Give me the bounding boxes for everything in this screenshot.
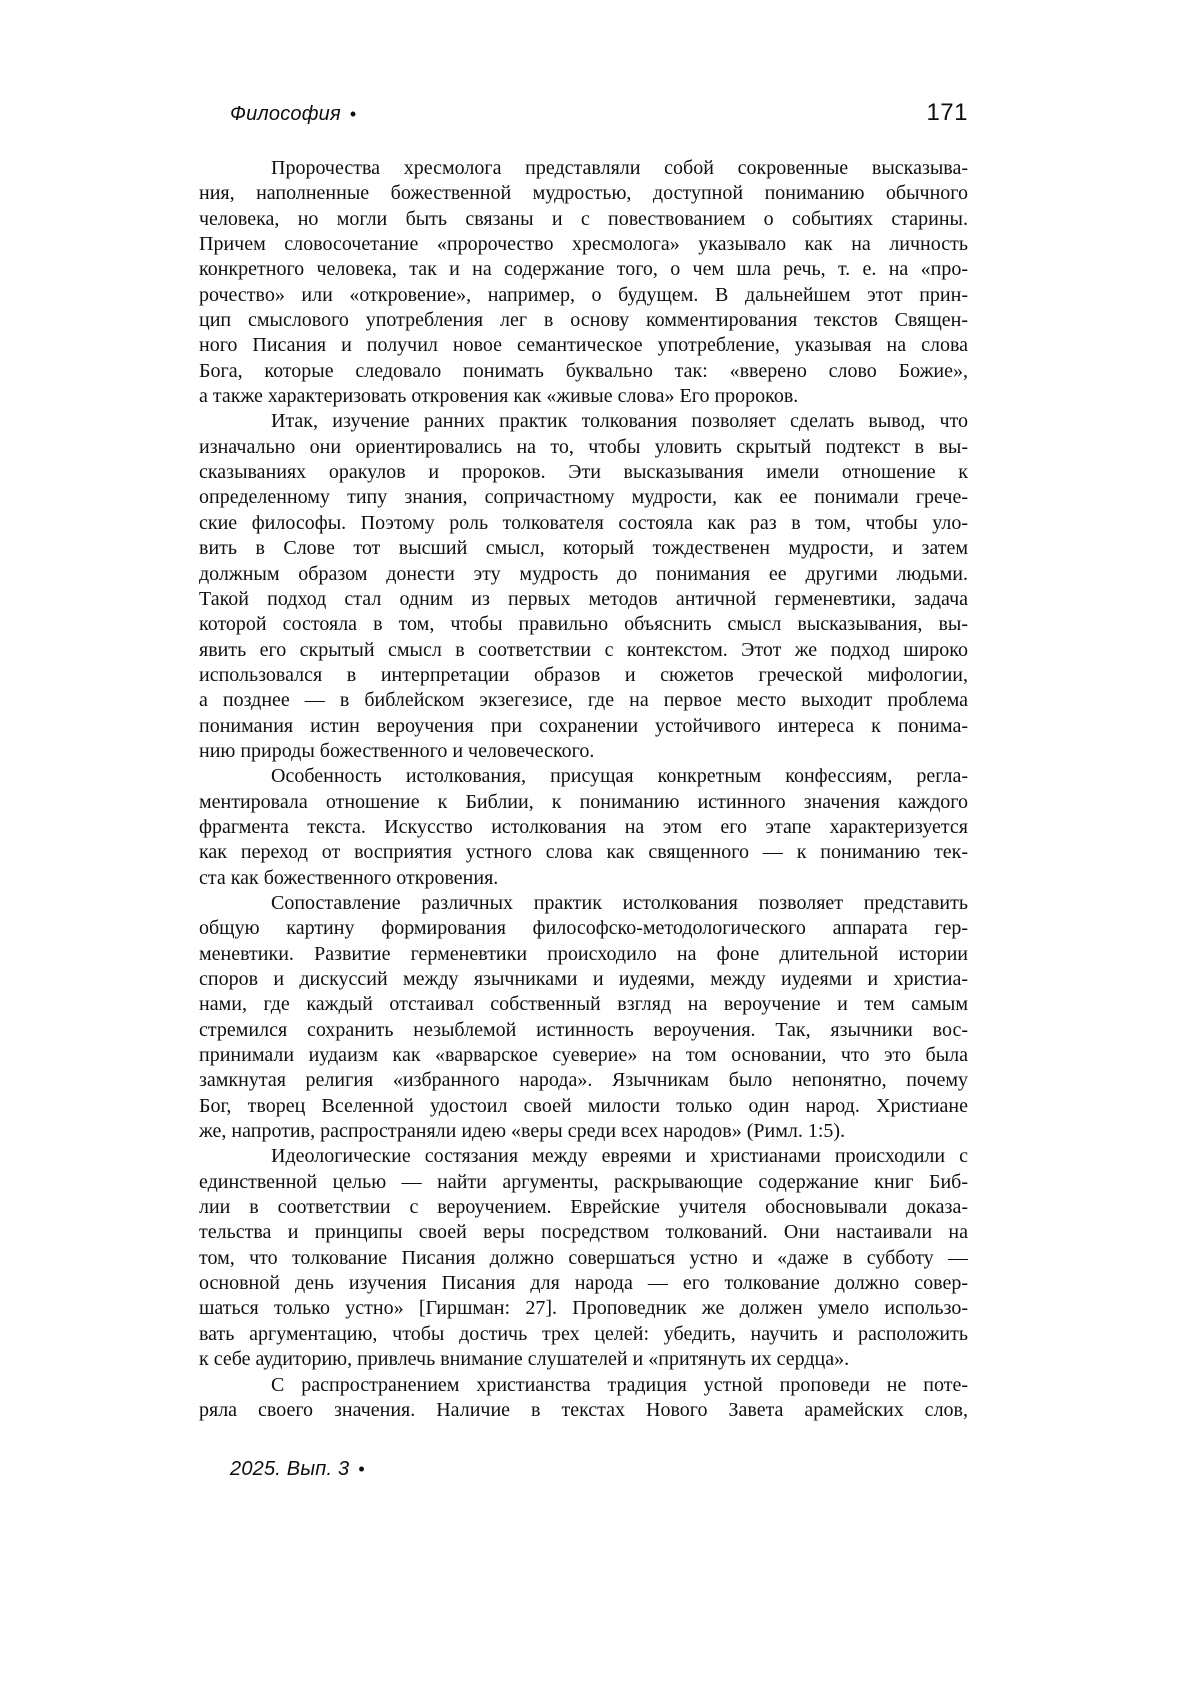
text-line: нами, где каждый отстаивал собственный взгляд на вероучение и тем самым (199, 993, 968, 1016)
text-line: Бога, которые следовало понимать буквально так: «вверено слово Божие», (199, 359, 968, 382)
text-line: как переход от восприятия устного слова как священного — к пониманию тек- (199, 841, 968, 864)
text-line: понимания истин вероучения при сохранении устойчивого интереса к понима- (199, 714, 968, 737)
text-line: Сопоставление различных практик истолкования позволяет представить (271, 891, 968, 914)
text-line: Итак, изучение ранних практик толкования позволяет сделать вывод, что (271, 410, 968, 433)
text-line: единственной целью — найти аргументы, раскрывающие содержание книг Биб- (199, 1170, 968, 1193)
text-line: Такой подход стал одним из первых методов античной герменевтики, задача (199, 587, 968, 610)
text-line: изначально они ориентировались на то, чтобы уловить скрытый подтекст в вы- (199, 435, 968, 458)
text-line: том, что толкование Писания должно совершаться устно и «даже в субботу — (199, 1246, 968, 1269)
text-line: ментировала отношение к Библии, к пониманию истинного значения каждого (199, 790, 968, 813)
text-line: шаться только устно» [Гиршман: 27]. Проповедник же должен умело использо- (199, 1297, 968, 1320)
running-head (230, 103, 356, 126)
text-line: а также характеризовать откровения как «живые слова» Его пророков. (199, 385, 799, 408)
bullet-icon: • (358, 1459, 365, 1479)
text-line: тельства и принципы своей веры посредством толкований. Они настаивали на (199, 1221, 968, 1244)
text-line: принимали иудаизм как «варварское суеверие» на том основании, что это была (199, 1044, 968, 1067)
text-line: Особенность истолкования, присущая конкретным конфессиям, регла- (271, 765, 968, 788)
paragraph (199, 1144, 968, 1372)
text-line: же, напротив, распространяли идею «веры среди всех народов» (Римл. 1:5). (199, 1120, 846, 1143)
section-title: Философия (230, 103, 341, 125)
text-line: Идеологические состязания между евреями и христианами происходили с (271, 1145, 968, 1168)
text-line: ста как божественного откровения. (199, 866, 499, 889)
paragraph (199, 1373, 968, 1424)
text-line: вать аргументацию, чтобы достичь трех целей: убедить, научить и расположить (199, 1322, 968, 1345)
text-line: конкретного человека, так и на содержание того, о чем шла речь, т. е. на «про- (199, 258, 968, 281)
page-number: 171 (926, 99, 968, 126)
text-line: определенному типу знания, сопричастному мудрости, как ее понимали грече- (199, 486, 968, 509)
text-line: к себе аудиторию, привлечь внимание слушателей и «притянуть их сердца». (199, 1348, 850, 1371)
text-line: ного Писания и получил новое семантическое употребление, указывая на слова (199, 334, 968, 357)
text-line: стремился сохранить незыблемой истинность вероучения. Так, язычники вос- (199, 1018, 968, 1041)
text-line: явить его скрытый смысл в соответствии с контекстом. Этот же подход широко (199, 638, 968, 661)
paragraph (199, 156, 968, 409)
text-line: цип смыслового употребления лег в основу комментирования текстов Священ- (199, 309, 968, 332)
footer-issue-label: 2025. Вып. 3 (230, 1458, 350, 1480)
text-line: споров и дискуссий между язычниками и иудеями, между иудеями и христиа- (199, 968, 968, 990)
text-line: которой состояла в том, чтобы правильно объяснить смысл высказывания, вы- (199, 613, 968, 636)
text-line: ские философы. Поэтому роль толкователя состояла как раз в том, чтобы уло- (199, 511, 968, 534)
text-line: должным образом донести эту мудрость до понимания ее другими людьми. (199, 562, 968, 585)
text-line: вить в Слове тот высший смысл, который тождественен мудрости, и затем (199, 537, 968, 560)
text-line: общую картину формирования философско-методологического аппарата гер- (199, 917, 968, 940)
page-header (230, 99, 968, 127)
page-footer (230, 1458, 365, 1481)
text-line: С распространением христианства традиция устной проповеди не поте- (271, 1373, 968, 1396)
paragraph (199, 409, 968, 764)
text-line: Пророчества хресмолога представляли собой сокровенные высказыва- (271, 157, 968, 179)
text-line: нию природы божественного и человеческого. (199, 739, 595, 762)
text-line: Бог, творец Вселенной удостоил своей милости только один народ. Христиане (199, 1094, 968, 1117)
text-line: замкнутая религия «избранного народа». Язычникам было непонятно, почему (199, 1069, 968, 1092)
text-line: Причем словосочетание «пророчество хресмолога» указывало как на личность (199, 233, 968, 256)
article-body (199, 156, 968, 1423)
text-line: фрагмента текста. Искусство истолкования на этом его этапе характеризуется (199, 815, 968, 838)
bullet-icon: • (349, 104, 357, 124)
text-line: использовался в интерпретации образов и сюжетов греческой мифологии, (199, 663, 968, 686)
text-line: лии в соответствии с вероучением. Еврейские учителя обосновывали доказа- (199, 1196, 968, 1219)
text-line: основной день изучения Писания для народа — его толкование должно совер- (199, 1272, 968, 1295)
paragraph (199, 764, 968, 891)
text-line: человека, но могли быть связаны и с повествованием о событиях старины. (199, 207, 968, 230)
text-line: рочество» или «откровение», например, о будущем. В дальнейшем этот прин- (199, 283, 968, 306)
text-line: сказываниях оракулов и пророков. Эти высказывания имели отношение к (199, 461, 968, 484)
text-line: ния, наполненные божественной мудростью, доступной пониманию обычного (199, 182, 968, 205)
text-line: меневтики. Развитие герменевтики происходило на фоне длительной истории (199, 942, 968, 965)
text-line: ряла своего значения. Наличие в текстах Нового Завета арамейских слов, (199, 1398, 968, 1421)
text-line: а позднее — в библейском экзегезисе, где на первое место выходит проблема (199, 689, 968, 712)
paragraph (199, 891, 968, 1144)
